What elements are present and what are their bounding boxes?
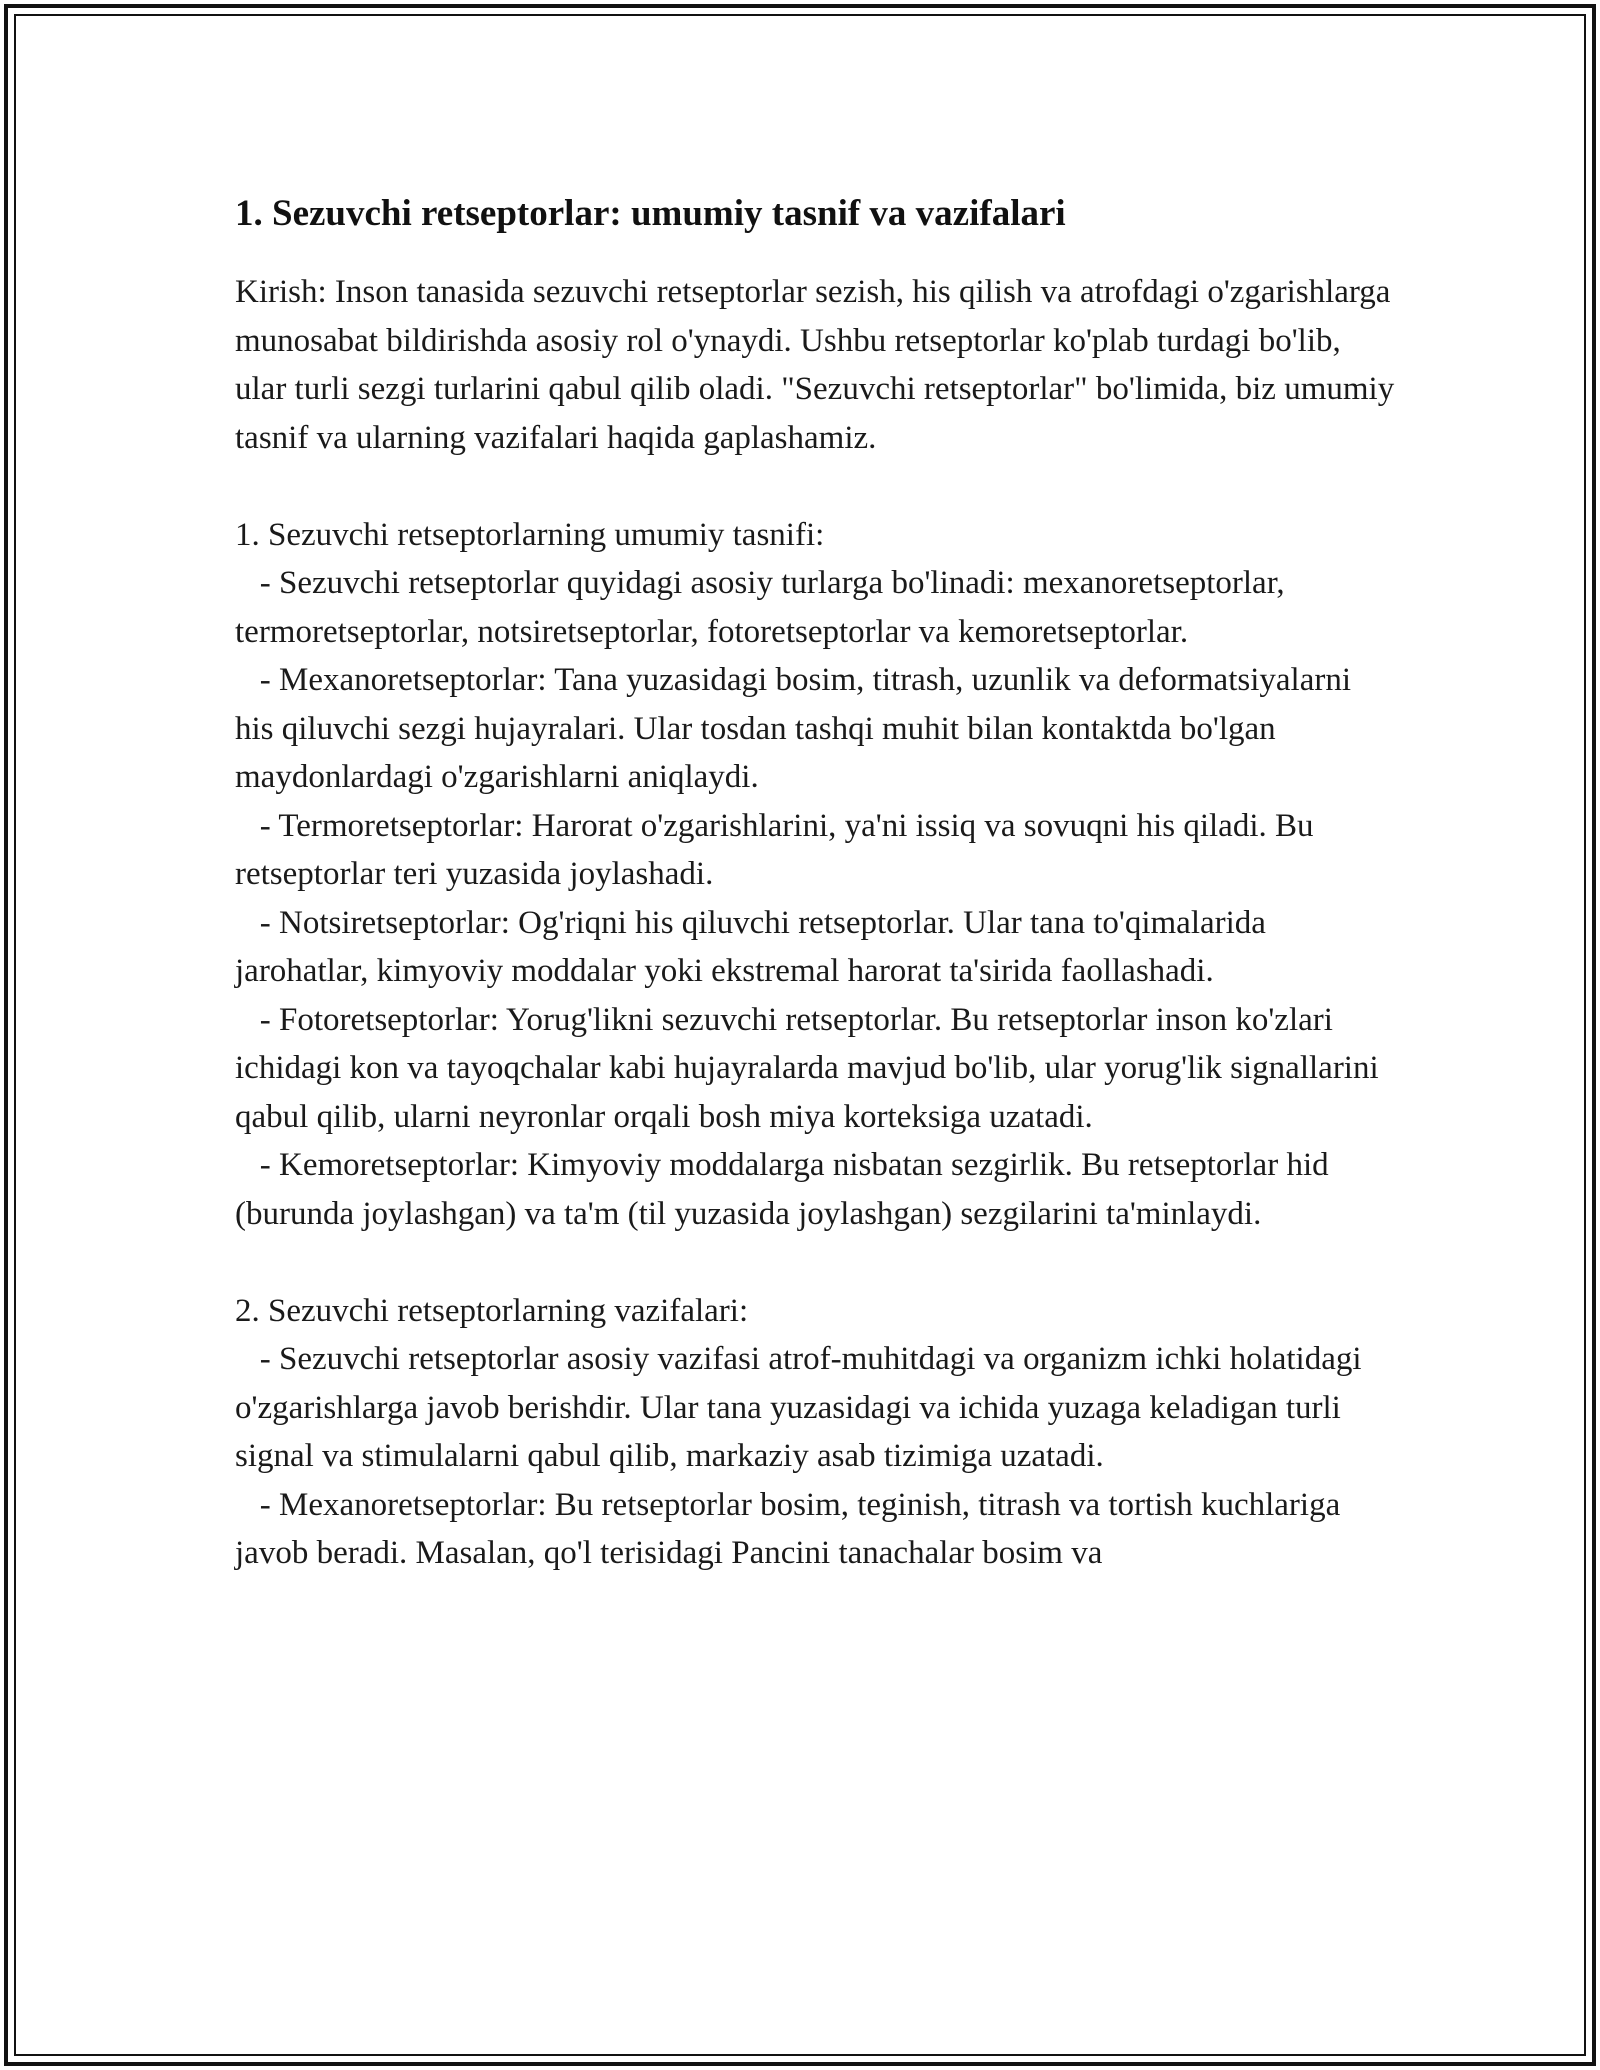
document-title: 1. Sezuvchi retseptorlar: umumiy tasnif va vazifalari [235, 193, 1066, 234]
paragraph-gap [235, 462, 1395, 511]
section-1-item: - Sezuvchi retseptorlar quyidagi asosiy turlarga bo'linadi: mexanoretseptorlar, termoretseptorlar, notsiretseptorlar, fotoretseptorlar va kemoretseptorlar. [235, 565, 1293, 650]
intro-paragraph: Kirish: Inson tanasida sezuvchi retseptorlar sezish, his qilish va atrofdagi o'zgarishlarga munosabat bildirishda asosiy rol o'ynaydi. Ushbu retseptorlar ko'plab turdagi bo'lib, ular turli sezgi turlarini qabul qilib oladi. "Sezuvchi retseptorlar" bo'limida, biz umumiy tasnif va ularning vazifalari haqida gaplashamiz. [235, 274, 1403, 456]
section-2-item: - Sezuvchi retseptorlar asosiy vazifasi atrof-muhitdagi va organizm ichki holatidagi o'zgarishlarga javob berishdir. Ular tana yuzasidagi va ichida yuzaga keladigan turli signal va stimulalarni qabul qilib, markaziy asab tizimiga uzatadi. [235, 1341, 1370, 1474]
section-1-heading: 1. Sezuvchi retseptorlarning umumiy tasnifi: [235, 516, 825, 553]
paragraph-gap [235, 1238, 1395, 1287]
section-1-item: - Mexanoretseptorlar: Tana yuzasidagi bosim, titrash, uzunlik va deformatsiyalarni his qiluvchi sezgi hujayralari. Ular tosdan tashqi muhit bilan kontaktda bo'lgan maydonlardagi o'zgarishlarni aniqlaydi. [235, 662, 1360, 795]
section-1-item: - Kemoretseptorlar: Kimyoviy moddalarga nisbatan sezgirlik. Bu retseptorlar hid (burunda joylashgan) va ta'm (til yuzasida joylashgan) sezgilarini ta'minlaydi. [235, 1147, 1337, 1232]
section-1-item: - Fotoretseptorlar: Yorug'likni sezuvchi retseptorlar. Bu retseptorlar inson ko'zlari ichidagi kon va tayoqchalar kabi hujayralarda mavjud bo'lib, ular yorug'lik signallarini qabul qilib, ularni neyronlar orqali bosh miya korteksiga uzatadi. [235, 1001, 1387, 1135]
section-1-item: - Notsiretseptorlar: Og'riqni his qiluvchi retseptorlar. Ular tana to'qimalarida jarohatlar, kimyoviy moddalar yoki ekstremal harorat ta'sirida faollashadi. [235, 904, 1275, 989]
section-2-item: - Mexanoretseptorlar: Bu retseptorlar bosim, teginish, titrash va tortish kuchlariga javob beradi. Masalan, qo'l terisidagi Pancini tanachalar bosim va [235, 1486, 1349, 1571]
section-2-heading: 2. Sezuvchi retseptorlarning vazifalari: [235, 1292, 749, 1329]
document-body [235, 184, 1403, 1578]
section-1-item: - Termoretseptorlar: Harorat o'zgarishlarini, ya'ni issiq va sovuqni his qiladi. Bu retseptorlar teri yuzasida joylashadi. [235, 807, 1322, 892]
